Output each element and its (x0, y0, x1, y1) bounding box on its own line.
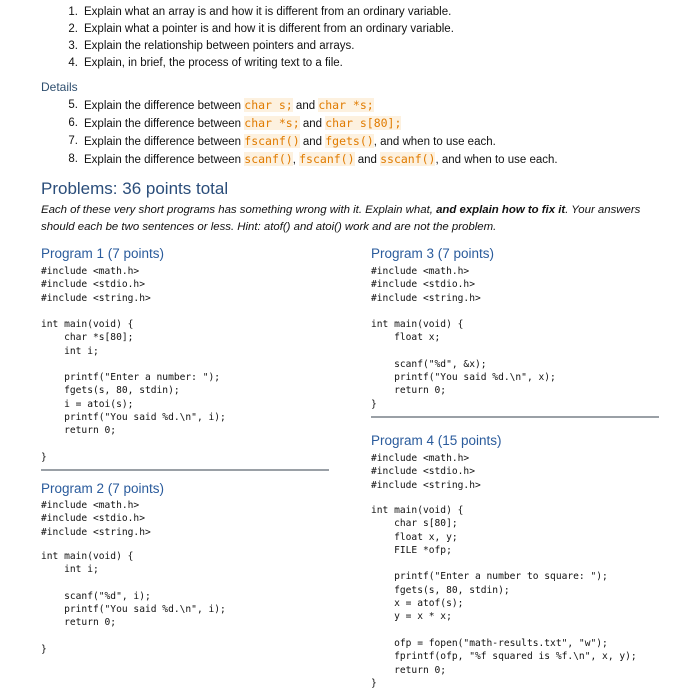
program-2-includes: #include <math.h> #include <stdio.h> #include <string.h> (41, 500, 151, 538)
problems-title: Problems: 36 points total (41, 179, 229, 198)
details-label: Details (41, 80, 78, 94)
program-1-title: Program 1 (7 points) (41, 246, 165, 261)
program-3-title: Program 3 (7 points) (371, 246, 495, 261)
program-4-includes: #include <math.h> #include <stdio.h> #include <string.h> (371, 453, 481, 491)
detail-question-list (62, 97, 558, 169)
program-3-code: int main(void) { float x; scanf("%d", &x); printf("You said %d.\n", x); return 0; } (371, 319, 556, 410)
question-item: 4. Explain, in brief, the process of writing text to a file. (68, 57, 343, 69)
inline-code: char s[80]; (325, 116, 402, 130)
question-item: 8. Explain the difference between scanf(), fscanf() and sscanf(), and when to use each. (68, 152, 558, 166)
inline-code: char *s; (318, 98, 374, 112)
question-item: 3. Explain the relationship between pointers and arrays. (68, 40, 355, 52)
program-1-code: int main(void) { char *s[80]; int i; printf("Enter a number: "); fgets(s, 80, stdin); i = atoi(s); printf("You said %d.\n", i); return 0; } (41, 319, 226, 463)
intro-emphasis: and explain how to fix it (436, 204, 566, 216)
question-item: 2. Explain what a pointer is and how it is different from an ordinary variable. (68, 23, 454, 35)
program-2-code: int main(void) { int i; scanf("%d", i); printf("You said %d.\n", i); return 0; } (41, 551, 226, 656)
inline-code: char s; (244, 98, 293, 112)
program-1-includes: #include <math.h> #include <stdio.h> #include <string.h> (41, 266, 151, 304)
problems-intro: Each of these very short programs has something wrong with it. Explain what, and explain how to fix it. Your answers should each be two sentences or less. Hint: atof() and atoi() work and are not the problem. (41, 204, 641, 233)
inline-code: char *s; (244, 116, 300, 130)
question-item: 7. Explain the difference between fscanf() and fgets(), and when to use each. (68, 134, 496, 148)
inline-code: scanf() (244, 152, 293, 166)
question-item: 6. Explain the difference between char *s; and char s[80]; (68, 116, 402, 130)
section-divider (41, 469, 329, 471)
question-item: 5. Explain the difference between char s; and char *s; (68, 98, 374, 112)
inline-code: fgets() (325, 134, 374, 148)
inline-code: sscanf() (380, 152, 436, 166)
program-4-title: Program 4 (15 points) (371, 433, 502, 448)
inline-code: fscanf() (244, 134, 300, 148)
section-divider (371, 416, 659, 418)
program-2-title: Program 2 (7 points) (41, 481, 165, 496)
inline-code: fscanf() (299, 152, 355, 166)
question-item: 1. Explain what an array is and how it is different from an ordinary variable. (68, 6, 452, 18)
question-list (62, 4, 454, 72)
program-4-code: int main(void) { char s[80]; float x, y; FILE *ofp; printf("Enter a number to square: "); fgets(s, 80, stdin); x = atof(s); y = x * x; ofp = fopen("math-results.txt", "w"); fprintf(ofp, "%f squared is %f.\n", x, y); return 0; } (371, 505, 637, 689)
program-3-includes: #include <math.h> #include <stdio.h> #include <string.h> (371, 266, 481, 304)
